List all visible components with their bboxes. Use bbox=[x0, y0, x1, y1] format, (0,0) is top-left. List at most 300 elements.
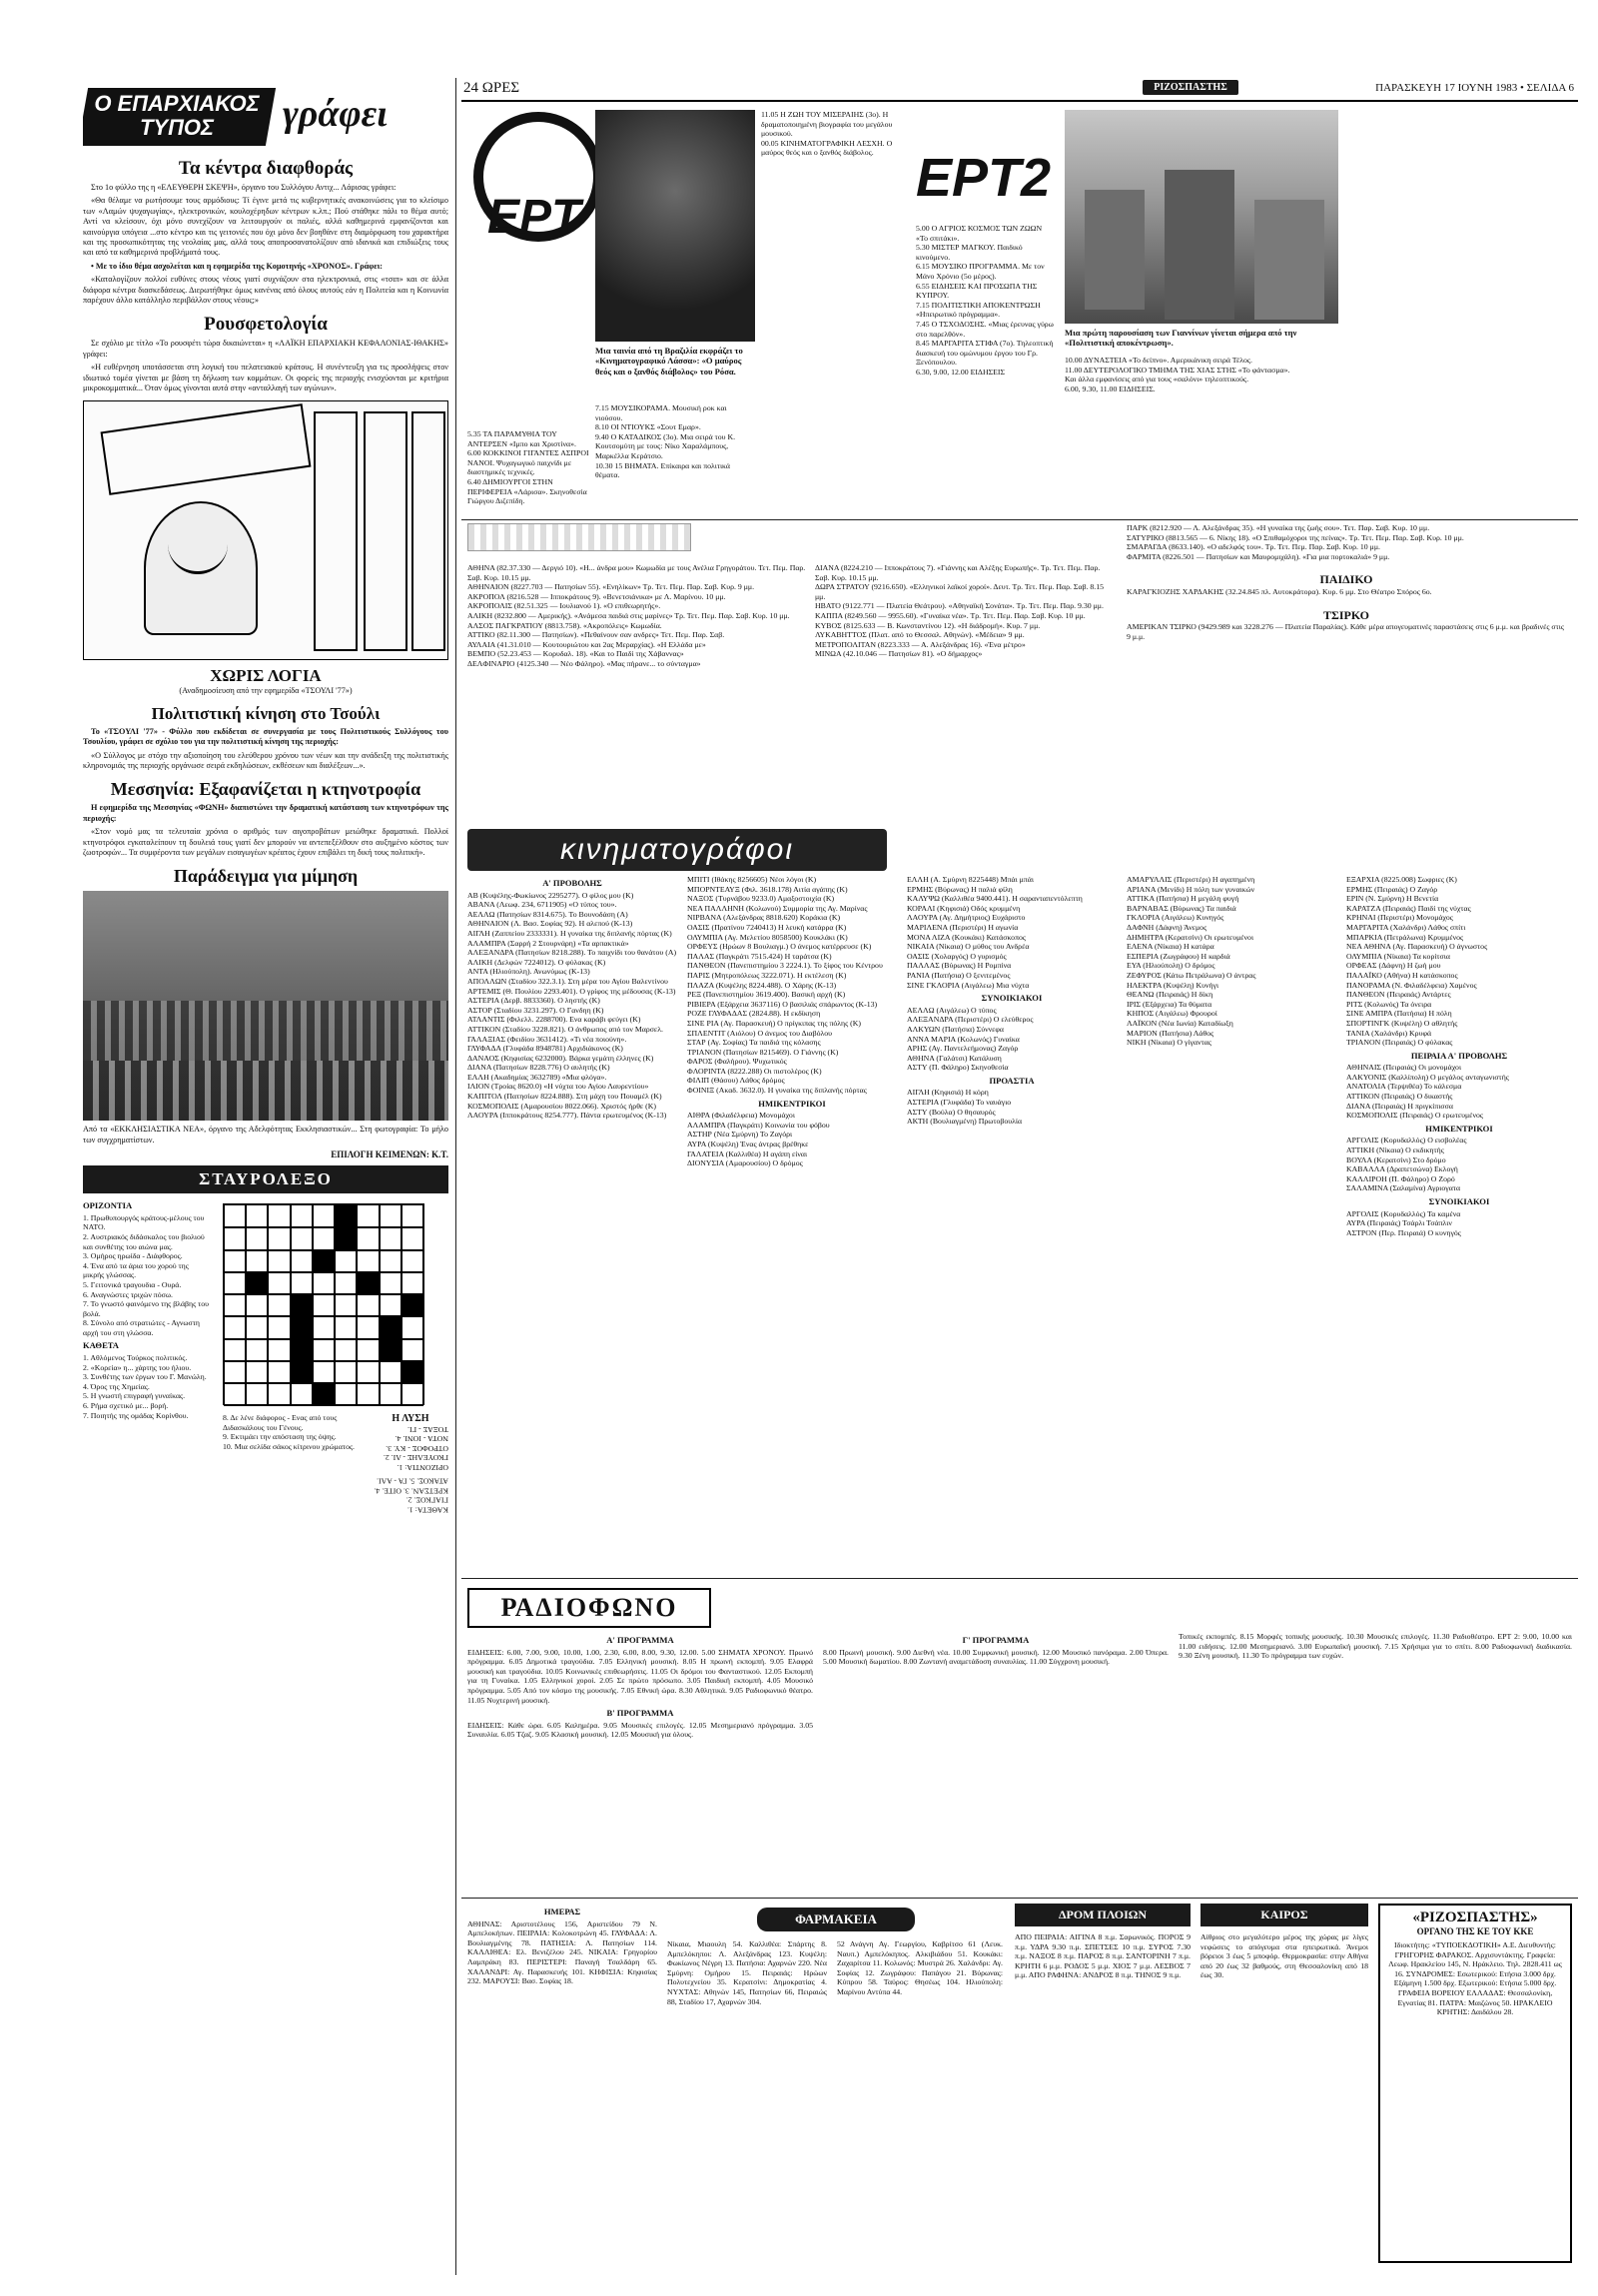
crossword-cell bbox=[401, 1271, 423, 1295]
listing-item: ΑΝΑΤΟΛΙΑ (Τερψιθέα) Το κάλεσμα bbox=[1346, 1082, 1462, 1092]
ert2-listing bbox=[916, 224, 1056, 378]
theatre-header-art bbox=[467, 523, 691, 551]
section-title: Α' ΠΡΟΓΡΑΜΜΑ bbox=[606, 1635, 674, 1645]
crossword-cell bbox=[246, 1338, 268, 1362]
listing-item: ΔΑΦΝΗ (Δάφνη) Άνεμος bbox=[1127, 922, 1207, 932]
listing-item: ΑΡΓΟΛΙΣ (Κορυδαλλός) Τα καμένα bbox=[1346, 1208, 1461, 1218]
crossword-cell bbox=[335, 1315, 357, 1339]
listing-item: ΜΠΟΡΝΤΕΑΥΞ (Φιλ. 3618.178) Αιτία αγάπης (Κ) bbox=[687, 884, 848, 894]
pharmacy-title: ΦΑΡΜΑΚΕΙΑ bbox=[757, 1908, 915, 1931]
ship-box bbox=[1015, 1904, 1191, 1980]
listing-item: ΖΕΦΥΡΟΣ (Κάτω Πετράλωνα) Ο άντρας bbox=[1127, 970, 1256, 980]
article-body bbox=[83, 727, 448, 772]
page-header bbox=[461, 78, 1578, 102]
ship-text: ΑΠΟ ΠΕΙΡΑΙΑ: ΑΙΓΙΝΑ 8 π.μ. Σαρωνικός. ΠΟΡΟΣ 9 π.μ. ΥΔΡΑ 9.30 π.μ. ΣΠΕΤΣΕΣ 10 π.μ. ΣΥΡΟΣ 7.30 π.μ. ΝΑΞΟΣ 8 π.μ. ΠΑΡΟΣ 8 π.μ. ΣΑΝΤΟΡΙΝΗ 7 π.μ. ΚΡΗΤΗ 6 μ.μ. ΡΟΔΟΣ 5 μ.μ. ΧΙΟΣ 7 μ.μ. ΛΕΣΒΟΣ 7 μ.μ. ΑΠΟ ΡΑΦΗΝΑ: ΑΝΔΡΟΣ 8 π.μ. ΤΗΝΟΣ 9 π.μ. bbox=[1015, 1932, 1191, 1980]
listing-item: ΒΑΡΝΑΒΑΣ (Βύρωνας) Τα παιδιά bbox=[1127, 903, 1236, 913]
listing-item: ΜΠΑΡΚΙΑ (Πετράλωνα) Κρυμμένος bbox=[1346, 932, 1464, 942]
listing-item: ΑΙΓΛΗ (Ζαππείου 2333331). Η γυναίκα της διπλανής πόρτας (Κ) bbox=[467, 928, 672, 938]
clue-item: 9. Εκτιμάει την απόσταση της όψης. bbox=[223, 1432, 337, 1442]
listing-item: 8.10 ΟΙ ΝΤΙΟΥΚΣ «Σουτ Εμαρ». bbox=[595, 422, 701, 432]
crossword-cell bbox=[224, 1360, 246, 1384]
listing-item: ΑΡΤΕΜΙΣ (Θ. Πουλίου 2293.401). Ο γρίφος της μέδουσας (Κ-13) bbox=[467, 986, 676, 996]
divider bbox=[461, 1898, 1578, 1899]
listing-item: 6.55 ΕΙΔΗΣΕΙΣ ΚΑΙ ΠΡΟΣΩΠΑ ΤΗΣ ΚΥΠΡΟΥ. bbox=[916, 281, 1038, 301]
listing-item: ΑΥΡΑ (Πειραιάς) Τσάρλι Τσάπλιν bbox=[1346, 1218, 1452, 1228]
theatre-list-1 bbox=[467, 563, 807, 669]
crossword-cell bbox=[313, 1338, 335, 1362]
listing-item: ΕΡΜΗΣ (Βύρωνας) Η παλιά φίλη bbox=[907, 884, 1013, 894]
listing-item: ΦΑΡΟΣ (Φαλήρου). Ψυχωτικός bbox=[687, 1057, 787, 1067]
listing-item: ΑΒ (Κυψέλης-Φωκίωνος 2295277). Ο φίλος μου (Κ) bbox=[467, 890, 634, 900]
listing-item: ΔΙΑΝΑ (8224.210 — Ιπποκράτους 7). «Γιάννης και Αλέξης Ευρωπής». Τρ. Τετ. Πεμ. Παρ. Σαβ. Κυρ. 10.15 μμ. bbox=[815, 563, 1101, 582]
listing-item: ΕΛΛΗ (Α. Σμύρνη 8225448) Μπάι μπάι bbox=[907, 875, 1034, 884]
listing-item: ΡΙΒΙΕΡΑ (Εξάρχεια 3637116) Ο βασιλιάς σπάρωντος (Κ-13) bbox=[687, 999, 878, 1009]
listing-item: ΣΙΝΕ ΓΚΛΟΡΙΑ (Αιγάλεω) Μια νύχτα bbox=[907, 980, 1030, 990]
crossword-cell bbox=[313, 1226, 335, 1250]
pharmacy-text: 52 Ανάγνη Αγ. Γεωργίου, Καβρίτσο 61 (Λευκ. Ναυπ.) Αμπελόκηπος. Αλκιβιάδου 51. Κουκάκι: Ζαχαρίτσα 11. Κολωνός: Μυστρά 26. Χαλάνδρι: Αγ. Σοφίας 12. Ζωγράφου: Παπάγου 21. Βύρωνας: Κύπρου 58. Ταύρος: Θησέως 104. Ηλιούπολη: Μαρίνου Αντύπα 44. bbox=[837, 1939, 1003, 1996]
listing-item: ΑΛΕΞΑΝΔΡΑ (Περιστέρι) Ο ελεύθερος bbox=[907, 1015, 1034, 1025]
listing-item: 6.15 ΜΟΥΣΙΚΟ ΠΡΟΓΡΑΜΜΑ. Με τον Μάνο Χρόνιο (5ο μέρος). bbox=[916, 262, 1045, 281]
listing-item: ΕΞΑΡΧΙΑ (8225.008) Σωφριες (Κ) bbox=[1346, 875, 1457, 884]
listing-item: ΚΥΒΟΣ (8125.633 — Β. Κωνσταντίνου 12). «Η διάδρομή». Κυρ. 7 μμ. bbox=[815, 620, 1041, 630]
listing-item: ΕΡΙΝ (Ν. Σμύρνη) Η Βενετία bbox=[1346, 894, 1439, 904]
listing-item: 10.00 ΔΥΝΑΣΤΕΙΑ «Το δείπνο». Αμερικάνικη σειρά Τέλος. bbox=[1065, 356, 1252, 365]
divider bbox=[461, 519, 1578, 520]
pharmacy-text: Νίκαια, Μιαουλη 54. Καλλιθέα: Σπάρτης 8. Αμπελόκηποι: Λ. Αλεξάνδρας 123. Κυψέλη: Φωκίωνος Νέγρη 13. Πατήσια: Αχαρνών 220. Νέα Σμύρνη: Ομήρου 15. Πειραιάς: Ηρώων Πολυτεχνείου 35. Κερατσίνι: Δημοκρατίας 4. ΝΥΧΤΑΣ: Αθηνών 145, Πατησίων 66, Πειραιώς 88, Σταδίου 17, Αχαρνών 304. bbox=[667, 1939, 827, 2006]
listing-item: ΑΝΝΑ ΜΑΡΙΑ (Κολωνός) Γυναίκα bbox=[907, 1034, 1020, 1044]
crossword-cell bbox=[313, 1293, 335, 1317]
listing-item: ΚΑΡΑΓΚΙΟΖΗΣ ΧΑΡΔΑΚΗΣ (32.24.845 πλ. Αυτοκράτορα). Κυρ. 6 μμ. Στο Θέατρο Σπόρος 6ο. bbox=[1127, 586, 1432, 596]
crossword-cell bbox=[357, 1315, 379, 1339]
listing-item: ΕΛΛΗ (Ακαδημίας 3632789) «Μια φλόγα». bbox=[467, 1072, 607, 1082]
crossword-cell bbox=[268, 1315, 290, 1339]
listing-item: 6.00 ΚΟΚΚΙΝΟΙ ΓΙΓΑΝΤΕΣ ΑΣΠΡΟΙ ΝΑΝΟΙ. Ψυχαγωγικό παιχνίδι με διαστημικές τεχνικές. bbox=[467, 448, 589, 477]
listing-item: ΜΑΡΙΟΝ (Πατήσια) Λάθος bbox=[1127, 1028, 1214, 1038]
listing-item: 7.15 ΜΟΥΣΙΚΟΡΑΜΑ. Μουσική ροκ και νιούσου. bbox=[595, 403, 727, 422]
article-title: Παράδειγμα για μίμηση bbox=[173, 866, 359, 887]
tv-section bbox=[461, 104, 1578, 513]
crossword-cell bbox=[380, 1315, 401, 1339]
listing-item: ΟΛΥΜΠΙΑ (Νίκαια) Τα κορίτσια bbox=[1346, 951, 1450, 961]
clues-label: ΟΡΙΖΟΝΤΙΑ bbox=[83, 1200, 133, 1211]
weather-title: ΚΑΙΡΟΣ bbox=[1200, 1904, 1368, 1926]
listing-item: ΔΙΑΝΑ (Πειραιάς) Η πριγκίπισσα bbox=[1346, 1101, 1453, 1111]
cartoon bbox=[83, 400, 448, 660]
section-title: ΗΜΙΚΕΝΤΡΙΚΟΙ bbox=[1425, 1123, 1493, 1134]
article-title: Τα κέντρα διαφθοράς bbox=[178, 158, 354, 179]
listing-item: ΑΤΤΙΚΟΝ (Πειραιάς) Ο δικαστής bbox=[1346, 1092, 1453, 1102]
paragraph: Στο 1ο φύλλο της η «ΕΛΕΥΘΕΡΗ ΣΚΕΨΗ», όργανο του Συλλόγου Αντιχ... Λάρισας γράφει: bbox=[91, 183, 397, 192]
paragraph: «Η ευθέρνηση υποτάσσεται στη λογική του πελατειακού κράτους. Η συνέντευξη για τις προσλήψεις στον ιδιωτικό τομέα γίνεται με βάση τη δήλωση των κομμάτων. Οι φορείς της περιοχής ενισχύονται με κριτήρια μικροκομματικά... Όταν όμως γίνονται αυτά στην «ανταλλαγή των αγώνων». bbox=[83, 363, 448, 393]
listing-item: ΓΑΛΑΞΙΑΣ (Φειδίου 3631412). «Τι νέα ποιούνη». bbox=[467, 1034, 627, 1044]
listing-item: ΡΑΝΙΑ (Πατήσια) Ο ξενιτεμένος bbox=[907, 970, 1011, 980]
listing-item: ΠΑΛΑΣ (Παγκράτι 7515.424) Η ταράτσα (Κ) bbox=[687, 951, 832, 961]
crossword-grid bbox=[223, 1203, 424, 1405]
listing-item: ΑΛΕΞΑΝΔΡΑ (Πατησίων 8218.288). Το παιχνίδι του θανάτου (Α) bbox=[467, 948, 677, 958]
listing-item: ΕΣΠΕΡΙΑ (Ζωγράφου) Η καρδιά bbox=[1127, 951, 1230, 961]
listing-item: ΑΥΛΑΙΑ (41.31.010 — Κουτουριώτου και 2ας Μεραρχίας). «Η Ελλάδα με» bbox=[467, 639, 706, 649]
listing-item: ΜΑΡΓΑΡΙΤΑ (Χαλάνδρι) Λάθος σπίτι bbox=[1346, 922, 1466, 932]
listing-item: ΦΛΟΡΙΝΤΑ (8222.288) Οι πιστολέρος (Κ) bbox=[687, 1066, 822, 1076]
crossword-cell bbox=[246, 1315, 268, 1339]
article-title: Πολιτιστική κίνηση στο Τσούλι bbox=[151, 703, 381, 723]
crossword-cell bbox=[401, 1249, 423, 1273]
listing-item: ΚΑΛΛΙΡΟΗ (Π. Φάληρο) Ο Ζορό bbox=[1346, 1173, 1455, 1183]
ship-title: ΔΡΟΜ ΠΛΟΙΩΝ bbox=[1015, 1904, 1191, 1926]
crossword-cell bbox=[313, 1382, 335, 1406]
clue-item: 2. «Κορεία» η... χάρτης του ήλιου. bbox=[83, 1362, 192, 1372]
crossword-cell bbox=[401, 1226, 423, 1250]
crossword-cell bbox=[313, 1315, 335, 1339]
clue-item: 7. Το γνωστό φαινόμενο της βλάβης του βολά. bbox=[83, 1299, 210, 1318]
listing-item: ΚΟΣΜΟΠΟΛΙΣ (Πειραιάς) Ο ερωτευμένος bbox=[1346, 1111, 1483, 1121]
listing-item: ΑΛΙΚΗ (8232.800 — Αμερικής). «Ανάμεσα παιδιά στις μαρίνες» Τρ. Τετ. Πεμ. Παρ. Σαβ. Κυρ. 10 μμ. bbox=[467, 610, 790, 620]
section-title: ΠΕΙΡΑΙΑ Α' ΠΡΟΒΟΛΗΣ bbox=[1410, 1050, 1508, 1061]
crossword-cell bbox=[357, 1204, 379, 1228]
listing-item: ΔΙΟΝΥΣΙΑ (Αμαρουσίου) Ο δρόμος bbox=[687, 1158, 803, 1168]
clue-item: 6. Ρήμα σχετικό με... βορή. bbox=[83, 1401, 169, 1411]
crossword-cell bbox=[268, 1271, 290, 1295]
weather-text: Αίθριος στο μεγαλύτερο μέρος της χώρας με λίγες νεφώσεις το απόγευμα στα ηπειρωτικά. Άνεμοι βόρειοι 3 έως 5 μποφόρ. Θερμοκρασία: στην Αθήνα από 20 έως 32 βαθμούς, στη Θεσσαλονίκη από 18 έως 30. bbox=[1200, 1932, 1368, 1980]
paragraph: Το «ΤΣΟΥΛΙ '77» - Φύλλο που εκδίδεται σε συνεργασία με τους Πολιτιστικούς Συλλόγους του Τσουλίου, γράφει σε σχόλιο του για την πολιτιστική κίνηση της περιοχής: bbox=[83, 726, 448, 747]
listing-item: ΕΡΜΗΣ (Πειραιάς) Ο Ζαγόρ bbox=[1346, 884, 1438, 894]
listing-item: ΑΙΘΡΑ (Φιλαδέλφεια) Μονομάχοι bbox=[687, 1111, 795, 1121]
listing-item: ΣΜΑΡΑΓΔΑ (8633.140). «Ο αδελφός του». Τρ. Τετ. Πεμ. Παρ. Σαβ. Κυρ. 10 μμ. bbox=[1127, 542, 1380, 552]
crossword-cell bbox=[268, 1226, 290, 1250]
crossword-cell bbox=[246, 1382, 268, 1406]
listing-item: ΔΙΑΝΑ (Πατησίων 8228.776) Ο αυλητής (Κ) bbox=[467, 1063, 610, 1073]
paragraph: «Καταλογίζουν πολλοί ευθύνες στους νέους γιατί συχνάζουν στα ηλεκτρονικά, στις «τσιπ» και σε άλλα διάφορα κέντρα διασκεδάσεως. Διερωτήθηκε όμως κανένας από όλους αυτούς εάν η Πολιτεία και η Κοινωνία παρέχουν άλλο κατάλληλο περιβάλλον στους νέους;» bbox=[83, 275, 448, 306]
crossword-cell bbox=[268, 1293, 290, 1317]
listing-item: ΣΤΑΡ (Αγ. Σοφίας) Τα παιδιά της κόλασης bbox=[687, 1038, 821, 1048]
crossword-cell bbox=[268, 1360, 290, 1384]
listing-item: ΑΡΓΟΛΙΣ (Κορυδαλλός) Ο εισβολέας bbox=[1346, 1136, 1467, 1146]
listing-item: 11.00 ΔΕΥΤΕΡΟΛΟΓΙΚΟ ΤΜΗΜΑ ΤΗΣ ΧΙΑΣ ΣΤΗΣ «Το φάντασμα». bbox=[1065, 365, 1290, 375]
crossword-cell bbox=[357, 1360, 379, 1384]
cartoon-caption: (Αναδημοσίευση από την εφημερίδα «ΤΣΟΥΛΙ '77») bbox=[179, 685, 353, 695]
clue-item: 10. Μια σελίδα σάκος κίτρινου χρώματος. bbox=[223, 1441, 356, 1451]
paragraph: «Στον νομό μας τα τελευταία χρόνια ο αριθμός των αιγοπροβάτων μειώθηκε δραματικά. Πολλοί κτηνοτρόφοι εγκαταλείπουν τη δουλειά τους γιατί δεν μπορούν να αντεπεξέλθουν στο αυξημένο κόστος των ζωοτροφών... Τα συμφέροντα των μεγάλων εισαγωγέων κρέατος έχουν επιβάλει τη δική τους πολιτική». bbox=[83, 827, 448, 857]
listing-item: ΜΙΝΩΑ (42.10.046 — Πατησίων 81). «Ο δήμαρχος» bbox=[815, 649, 983, 659]
clue-item: 1. Αθλόμενος Τούρκος πολιτικός. bbox=[83, 1353, 188, 1363]
listing-item: ΑΤΤΙΚΑ (Πατήσια) Η μεγάλη φυγή bbox=[1127, 894, 1239, 904]
clues-across bbox=[83, 1197, 211, 1420]
crossword-cell bbox=[224, 1338, 246, 1362]
crossword-cell bbox=[268, 1382, 290, 1406]
crossword-cell bbox=[401, 1204, 423, 1228]
listing-item: ΠΑΡΙΣ (Μητροπόλεως 3222.071). Η εκτέλεση (Κ) bbox=[687, 970, 847, 980]
article-title: Ρουσφετολογία bbox=[204, 314, 328, 336]
article-body bbox=[83, 339, 448, 393]
listing-item: ΑΘΗΝΑΙΟΝ (Λ. Βασ. Σοφίας 92). Η αλεπού (Κ-13) bbox=[467, 919, 633, 929]
crossword-cell bbox=[357, 1226, 379, 1250]
crossword-cell bbox=[246, 1293, 268, 1317]
listing-item: ΑΣΤΥ (Π. Φάληρο) Σκηνοθεσία bbox=[907, 1063, 1009, 1073]
listing-item: ΚΑΠΙΤΟΛ (Πατησίων 8224.888). Στη μάχη του Πουαμέλ (Κ) bbox=[467, 1092, 662, 1102]
crossword bbox=[83, 1193, 448, 1663]
listing-item: ΤΡΙΑΝΟΝ (Πατησίων 8215469). Ο Γιάννης (Κ) bbox=[687, 1047, 839, 1057]
crossword-cell bbox=[291, 1226, 313, 1250]
listing-item: ΠΛΑΖΑ (Κυψέλης 8224.488). Ο Χάρης (Κ-13) bbox=[687, 980, 837, 990]
crossword-cell bbox=[291, 1249, 313, 1273]
theatre-list-2 bbox=[815, 563, 1115, 659]
crossword-cell bbox=[357, 1293, 379, 1317]
crossword-cell bbox=[380, 1382, 401, 1406]
listing-item: ΑΣΤΟΡ (Σταδίου 3231.297). Ο Γανδηη (Κ) bbox=[467, 1005, 604, 1015]
listing-item: ΑΠΟΛΛΩΝ (Σταδίου 322.3.1). Στη μέρα του Αγίου Βαλεντίνου bbox=[467, 976, 668, 986]
listing-item: ΑΣΤΥ (Βούλα) Ο θησαυρός bbox=[907, 1107, 996, 1117]
crossword-cell bbox=[401, 1360, 423, 1384]
listing-item: ΑΛΚΥΟΝΙΣ (Καλλίπολη) Ο μεγάλος ανταγωνιστής bbox=[1346, 1072, 1509, 1082]
crossword-cell bbox=[224, 1271, 246, 1295]
clue-item: 5. Η γνωστή επιγραφή γυναίκας. bbox=[83, 1391, 186, 1401]
ert1-listing bbox=[467, 429, 589, 506]
listing-item: ΒΕΜΠΟ (52.23.453 — Κορυδαλ. 18). «Και το Παιδί της Χάβαννας» bbox=[467, 649, 684, 659]
listing-item: ΣΙΝΕ ΑΜΠΡΑ (Πατήσια) Η πόλη bbox=[1346, 1009, 1452, 1019]
listing-item: 5.30 ΜΙΣΤΕΡ ΜΑΓΚΟΥ. Παιδικό κινούμενο. bbox=[916, 243, 1023, 262]
listing-item: 11.05 Η ΖΩΗ ΤΟΥ ΜΙΣΕΡΑΙΗΣ (3ο). Η δραματοποιημένη βιογραφία του μεγάλου μουσικού. bbox=[761, 110, 893, 139]
program-text: 8.00 Πρωινή μουσική. 9.00 Διεθνή νέα. 10.00 Συμφωνική μουσική. 12.00 Μουσικό πανόραμα. 2.00 Όπερα. 5.00 Μουσική δωματίου. 8.00 Ζωντανή αναμετάδοση συναυλίας. 11.00 Σύγχρονη μουσική. bbox=[823, 1647, 1169, 1667]
listing-item: ΚΑΒΑΛΛΑ (Δραπετσώνα) Εκλογή bbox=[1346, 1164, 1458, 1174]
rubric-title: Ο ΕΠΑΡΧΙΑΚΟΣ ΤΥΠΟΣ bbox=[94, 91, 260, 140]
listing-item: ΡΟΖΕ ΓΛΥΦΑΔΑΣ (2824.88). Η εκδίκηση bbox=[687, 1009, 821, 1019]
solution-down: ΚΑΘΕΤΑ: 1. ΓΙΑΓΚΟΣ. 2. ΚΡΕΤΣΑΝ. 3. ΟΙΤΕ. 4. ΑΤΑΚΟΣ. 5. ΓΑ - ΑΛΙ. bbox=[374, 1476, 448, 1515]
listing-item: ΝΕΑ ΠΑΛΛΗΝΗ (Κολωνού) Συμμορία της Αγ. Μαρίνας bbox=[687, 903, 868, 913]
theatre-list-3 bbox=[1127, 523, 1566, 641]
listing-item: ΛΑΟΥΡΑ (Αγ. Δημήτριος) Ευχάριστο bbox=[907, 913, 1026, 923]
crossword-cell bbox=[335, 1360, 357, 1384]
listing-item: ΑΕΛΛΩ (Πατησίων 8314.675). Το Βουνοδάση (Α) bbox=[467, 909, 628, 919]
listing-item: ΑΛΣΟΣ ΠΑΓΚΡΑΤΙΟΥ (8813.758). «Ακροπόλεις» Κωμωδία. bbox=[467, 620, 662, 630]
pharmacy-box bbox=[667, 1904, 1005, 2006]
listing-item: ΟΡΦΕΥΣ (Ηρώων 8 Βουλιαγμ.) Ο άνεμος κατέρρευσε (Κ) bbox=[687, 942, 872, 952]
listing-item: ΕΥΑ (Ηλιούπολη) Ο δρόμος bbox=[1127, 961, 1215, 971]
duty-text: ΑΘΗΝΑΣ: Αριστοτέλους 156, Αριστείδου 79 Ν. Αμπελοκήπων. ΠΕΙΡΑΙΑ: Κολοκοτρώνη 45. ΓΛΥΦΑΔΑ: Λ. Βουλιαγμένης 78. ΠΑΤΗΣΙΑ: Λ. Πατησίων 114. ΚΑΛΛΙΘΕΑ: Ελ. Βενιζέλου 245. ΝΙΚΑΙΑ: Γρηγορίου Λαμπράκη 83. ΠΕΡΙΣΤΕΡΙ: Παναγή Τσαλδάρη 65. ΧΑΛΑΝΔΡΙ: Αγ. Παρασκευής 101. ΚΗΦΙΣΙΑ: Κηφισίας 232. ΜΑΡΟΥΣΙ: Βασ. Σοφίας 18. bbox=[467, 1918, 657, 1986]
crossword-cell bbox=[380, 1293, 401, 1317]
paragraph: «Ο Σύλλογος με στόχο την αξιοποίηση του ελεύθερου χρόνου των νέων και την ανάδειξη της πολιτιστικής κληρονομιάς της περιοχής οργάνωσε σειρά εκδηλώσεων, εκθέσεων και διαλέξεων...». bbox=[83, 750, 448, 770]
listing-item: ΓΑΛΑΤΕΙΑ (Καλλιθέα) Η αγάπη είναι bbox=[687, 1148, 808, 1158]
article-body bbox=[83, 803, 448, 858]
listing-item: ΑΡΙΑΝΑ (Μενίδι) Η πόλη των γυναικών bbox=[1127, 884, 1255, 894]
listing-item: ΑΕΛΛΩ (Αιγάλεω) Ο τύπος bbox=[907, 1005, 997, 1015]
listing-item: ΝΙΚΗ (Νίκαια) Ο γίγαντας bbox=[1127, 1038, 1211, 1048]
listing-item: ΑΣΤΕΡΙΑ (Δερβ. 8833360). Ο ληστής (Κ) bbox=[467, 996, 600, 1006]
cinema-col-2 bbox=[687, 875, 897, 1168]
program-text: ΕΙΔΗΣΕΙΣ: Κάθε ώρα. 6.05 Καλημέρα. 9.05 Μουσικές επιλογές. 12.05 Μεσημεριανό πρόγραμμα. 3.05 Συναυλία. 6.05 Τζαζ. 9.05 Κλασική μουσική. 12.05 Μουσική για όλους. bbox=[467, 1720, 813, 1740]
section-title: ΣΥΝΟΙΚΙΑΚΟΙ bbox=[981, 993, 1043, 1004]
listing-item: ΙΡΙΣ (Εξάρχεια) Τα θύματα bbox=[1127, 999, 1212, 1009]
divider bbox=[455, 78, 456, 2275]
listing-item: ΑΛΑΜΠΡΑ (Σαρρή 2 Στουρνάρη) «Τα αρπακτικά» bbox=[467, 938, 629, 948]
divider bbox=[461, 1578, 1578, 1579]
listing-item: 7.45 Ο ΤΣΧΟΔΟΣΗΣ. «Μιας έρευνας γύρω στο παρελθόν». bbox=[916, 319, 1054, 339]
bottom-section bbox=[461, 1904, 1578, 2273]
paragraph: Σε σχόλιο με τίτλο «Το ρουσφέτι τώρα δικαιώνεται» η «ΛΑΪΚΗ ΕΠΑΡΧΙΑΚΗ ΚΕΦΑΛΟΝΙΑΣ-ΙΘΑΚΗΣ» γράφει: bbox=[83, 339, 448, 359]
city-photo bbox=[1065, 110, 1338, 324]
crossword-cell bbox=[313, 1360, 335, 1384]
crossword-cell bbox=[246, 1249, 268, 1273]
listing-item: ΣΑΛΑΜΙΝΑ (Σαλαμίνα) Αγριογατα bbox=[1346, 1183, 1461, 1193]
radio-prog1 bbox=[467, 1632, 813, 1740]
listing-item: ΣΠΟΡΤΙΝΓΚ (Κυψέλη) Ο αθλητής bbox=[1346, 1018, 1458, 1028]
crossword-cell bbox=[291, 1315, 313, 1339]
listing-item: ΑΣΤΗΡ (Νέα Σμύρνη) Το Ζαγόρι bbox=[687, 1130, 793, 1140]
listing-item: ΓΛΥΦΑΔΑ (Γλυφάδα 8948781) Αρχιδιάκονος (Κ) bbox=[467, 1044, 623, 1054]
masthead-box-title: «ΡΙΖΟΣΠΑΣΤΗΣ» bbox=[1412, 1910, 1538, 1925]
crossword-cell bbox=[401, 1315, 423, 1339]
section-title: ΗΜΕΡΑΣ bbox=[543, 1907, 581, 1916]
solution-box bbox=[373, 1413, 448, 1653]
listing-item: ΗΛΕΚΤΡΑ (Κυψέλη) Κυνήγι bbox=[1127, 980, 1219, 990]
clue-item: 3. Ομήρος ηρωίδα - Διάφθορος. bbox=[83, 1251, 183, 1261]
crossword-cell bbox=[380, 1226, 401, 1250]
listing-item: ΑΘΗΝΑ (82.37.330 — Δεργιό 10). «Η... άνδρα μου» Κωμωδία με τους Ανέλια Γρηγοράτου. Τετ. Πεμ. Παρ. Σαβ. Κυρ. 10.15 μμ. bbox=[467, 563, 806, 582]
ert2-listing-b bbox=[1065, 356, 1338, 393]
listing-item: ΟΡΦΕΑΣ (Δάφνη) Η ζωή μου bbox=[1346, 961, 1441, 971]
section-title: Α' ΠΡΟΒΟΛΗΣ bbox=[542, 878, 602, 888]
radio-banner bbox=[467, 1588, 711, 1628]
listing-item: ΣΙΝΕ ΡΙΑ (Αγ. Παρασκευή) Ο πρίγκιπας της πόλης (Κ) bbox=[687, 1018, 861, 1028]
radio-prog3 bbox=[823, 1632, 1169, 1667]
signature: ΕΠΙΛΟΓΗ ΚΕΙΜΕΝΩΝ: Κ.Τ. bbox=[331, 1149, 448, 1160]
listing-item: 8.45 ΜΑΡΓΑΡΙΤΑ ΣΤΙΦΑ (7ο). Τηλεοπτική διασκευή του ομώνυμου έργου του Γρ. Ξενόπουλου. bbox=[916, 339, 1054, 368]
listing-item: ΤΡΙΑΝΟΝ (Πειραιάς) Ο φύλακας bbox=[1346, 1038, 1453, 1048]
listing-item: ΑΤΤΙΚΟΝ (Σταδίου 3228.821). Ο άνθρωπος από τον Μαρσελ. bbox=[467, 1024, 663, 1034]
section-title: ΠΑΙΔΙΚΟ bbox=[1319, 572, 1373, 587]
listing-item: ΕΛΕΝΑ (Νίκαια) Η κατάρα bbox=[1127, 942, 1214, 952]
listing-item: 5.00 Ο ΑΓΡΙΟΣ ΚΟΣΜΟΣ ΤΩΝ ΖΩΩΝ «Το σπιτάκι». bbox=[916, 224, 1043, 243]
clue-item: 5. Γειτονικά τραγουδια - Ουρά. bbox=[83, 1279, 182, 1289]
listing-item: ΑΛΑΜΠΡΑ (Παγκράτι) Κοινωνία του φόβου bbox=[687, 1120, 830, 1130]
listing-item: ΦΟΙΝΙΞ (Ακαδ. 3632.0). Η γυναίκα της διπλανής πόρτας bbox=[687, 1086, 867, 1096]
listing-item: ΤΑΝΙΑ (Χαλάνδρι) Κρυφά bbox=[1346, 1028, 1432, 1038]
section-title: ΗΜΙΚΕΝΤΡΙΚΟΙ bbox=[758, 1098, 826, 1109]
ert-logo-text: ΕΡΤ bbox=[487, 191, 581, 244]
clues-extra bbox=[223, 1413, 363, 1451]
crossword-cell bbox=[380, 1271, 401, 1295]
ert2-logo: ΕΡΤ2 bbox=[916, 148, 1052, 208]
film-photo bbox=[595, 110, 755, 342]
clue-item: 4. Ένα από τα άρια του χορού της μικρής γλώσσας. bbox=[83, 1260, 189, 1280]
clues-label: ΚΑΘΕΤΑ bbox=[83, 1340, 119, 1351]
listing-item: ΑΘΗΝΑΙΣ (Πειραιάς) Οι μονομάχοι bbox=[1346, 1063, 1462, 1073]
crossword-cell bbox=[357, 1249, 379, 1273]
listing-item: ΡΙΤΣ (Κολωνός) Τα όνειρα bbox=[1346, 999, 1432, 1009]
masthead: ΡΙΖΟΣΠΑΣΤΗΣ bbox=[1143, 80, 1238, 95]
crossword-cell bbox=[401, 1382, 423, 1406]
listing-item: ΑΚΡΟΠΟΛΙΣ (82.51.325 — Ιουλιανού 1). «Ο επιθεωρητής». bbox=[467, 601, 661, 611]
group-photo bbox=[83, 891, 448, 1121]
listing-item: ΑΜΑΡΥΛΛΙΣ (Περιστέρι) Η αγαπημένη bbox=[1127, 875, 1255, 884]
listing-item: ΝΙΚΑΙΑ (Νίκαια) Ο μύθος του Ανδρέα bbox=[907, 942, 1030, 952]
duty-box bbox=[467, 1904, 657, 1986]
crossword-cell bbox=[335, 1249, 357, 1273]
crossword-cell bbox=[268, 1338, 290, 1362]
listing-item: ΚΑΠΠΑ (8249.560 — 9955.60). «Γυναίκα νέα». Τρ. Τετ. Πεμ. Παρ. Σαβ. Κυρ. 10 μμ. bbox=[815, 610, 1086, 620]
listing-item: ΠΑΡΚ (8212.920 — Λ. Αλεξάνδρας 35). «Η γυναίκα της ζωής σου». Τετ. Παρ. Σαβ. Κυρ. 10 μμ. bbox=[1127, 523, 1430, 532]
listing-item: ΠΑΝΘΕΟΝ (Πειραιάς) Αντάρτες bbox=[1346, 990, 1451, 1000]
listing-item: 9.40 Ο ΚΑΤΑΔΙΚΟΣ (3ο). Μια σειρά του Κ. Κουτσομύτη με τους: Νίκο Χαραλάμπους, Μαρκέλλα Κεράτσιο. bbox=[595, 431, 736, 460]
cinema-col-1 bbox=[467, 875, 677, 1121]
crossword-cell bbox=[246, 1226, 268, 1250]
crossword-cell bbox=[335, 1338, 357, 1362]
clue-item: 1. Πρωθυπουργός κράτους-μέλους του ΝΑΤΟ. bbox=[83, 1212, 205, 1232]
listing-item: ΙΛΙΟΝ (Τροίας 8620.0) «Η νύχτα του Αγίου Λαυρεντίου» bbox=[467, 1082, 649, 1092]
listing-item: ΠΑΛΑΪΚΟ (Αθήνα) Η κατάσκοπος bbox=[1346, 970, 1458, 980]
page-date: ΠΑΡΑΣΚΕΥΗ 17 ΙΟΥΝΗ 1983 • ΣΕΛΙΔΑ 6 bbox=[1375, 82, 1574, 94]
rubric-subtitle: γράφει bbox=[283, 93, 388, 135]
listing-item: ΑΛΚΥΩΝ (Πατήσια) Σύννεφα bbox=[907, 1024, 1004, 1034]
listing-item: ΡΕΞ (Πανεπιστημίου 3619.400). Βασική αρχή (Κ) bbox=[687, 990, 846, 1000]
listing-item: ΜΑΡΙΛΕΝΑ (Περιστέρι) Η αγωνία bbox=[907, 922, 1019, 932]
page-label: 24 ΩΡΕΣ bbox=[463, 80, 520, 96]
listing-item: ΦΑΡΜΙΤΑ (8226.501 — Πατησίων και Μαυρομιχάλη). «Για μια πορτοκαλιά» 9 μμ. bbox=[1127, 551, 1390, 561]
crossword-cell bbox=[335, 1382, 357, 1406]
crossword-cell bbox=[380, 1360, 401, 1384]
crossword-cell bbox=[401, 1338, 423, 1362]
crossword-cell bbox=[313, 1271, 335, 1295]
listing-item: ΚΟΡΑΛΙ (Κηφισιά) Οδός κρυμμένη bbox=[907, 903, 1021, 913]
listing-item: ΑΚΤΗ (Βουλιαγμένη) Πρωτοβουλία bbox=[907, 1117, 1023, 1127]
radio-banner-text: ΡΑΔΙΟΦΩΝΟ bbox=[500, 1593, 678, 1622]
crossword-cell bbox=[224, 1204, 246, 1228]
paragraph: • Με το ίδιο θέμα ασχολείται και η εφημερίδα της Κομοτηνής «ΧΡΟΝΟΣ». Γράφει: bbox=[91, 261, 384, 271]
article-body bbox=[83, 183, 448, 306]
listing-item: ΛΑΪΚΟΝ (Νέα Ιωνία) Καταδίωξη bbox=[1127, 1018, 1233, 1028]
crossword-cell bbox=[224, 1382, 246, 1406]
clue-item: 4. Όρος της Χημείας. bbox=[83, 1381, 150, 1391]
section-title: ΠΡΟΑΣΤΙΑ bbox=[989, 1075, 1035, 1086]
crossword-cell bbox=[291, 1338, 313, 1362]
listing-item: ΑΡΗΣ (Αγ. Παντελεήμονας) Ζαγόρ bbox=[907, 1044, 1019, 1054]
listing-item: ΟΛΥΜΠΙΑ (Αγ. Μελετίου 8058500) Κουκλάκι (Κ) bbox=[687, 932, 848, 942]
ert1-listing-b bbox=[595, 403, 755, 480]
listing-item: ΑΤΤΙΚΟ (82.11.300 — Πατησίων). «Πεθαίνουν σαν ανδρες» Τετ. Πεμ. Παρ. Σαβ. bbox=[467, 630, 725, 640]
listing-item: ΑΥΡΑ (Κυψέλη) Ένας άντρας βρέθηκε bbox=[687, 1140, 809, 1149]
masthead-box-subtitle: ΟΡΓΑΝΟ ΤΗΣ ΚΕ ΤΟΥ ΚΚΕ bbox=[1416, 1926, 1534, 1936]
listing-item: ΦΙΛΙΠ (Θάσου) Λάθος δρόμος bbox=[687, 1076, 785, 1086]
cinema-banner bbox=[467, 829, 887, 871]
listing-item: ΔΩΡΑ ΣΤΡΑΤΟΥ (9216.650). «Ελληνικοί λαϊκοί χοροί». Δευτ. Τρ. Τετ. Πεμ. Παρ. Σαβ. 8.15 μμ. bbox=[815, 582, 1105, 601]
listing-item: ΣΑΤΥΡΙΚΟ (8813.565 — 6. Νίκης 18). «Ο Σπιθαμόχοροι της πείνας». Τρ. Τετ. Πεμ. Παρ. Σαβ. Κυρ. 10 μμ. bbox=[1127, 532, 1464, 542]
listing-item: ΚΑΛΥΨΩ (Καλλιθέα 9400.441). Η σαρανταπεντόλεπτη bbox=[907, 894, 1083, 904]
ert1-listing-c bbox=[761, 110, 907, 158]
crossword-cell bbox=[291, 1293, 313, 1317]
listing-item: 7.15 ΠΟΛΙΤΙΣΤΙΚΗ ΑΠΟΚΕΝΤΡΩΣΗ «Ηπειρωτικό πρόγραμμα». bbox=[916, 300, 1041, 320]
crossword-cell bbox=[335, 1226, 357, 1250]
cartoon-title: ΧΩΡΙΣ ΛΟΓΙΑ bbox=[210, 665, 322, 685]
listing-item: ΟΑΣΙΣ (Πρατίνου 7240413) Η λευκή κατάρρα (Κ) bbox=[687, 922, 847, 932]
listing-item: ΑΝΤΑ (Ηλιούπολη). Ανωνύμως (Κ-13) bbox=[467, 967, 590, 977]
clue-item: 3. Συνθέτης των έργων του Γ. Μανώλη. bbox=[83, 1372, 207, 1382]
crossword-cell bbox=[291, 1382, 313, 1406]
program-text: Τοπικές εκπομπές. 8.15 Μορφές τοπικής μουσικής. 10.30 Μουσικές επιλογές. 11.30 Ραδιοθέατρο. ΕΡΤ 2: 9.00, 10.00 και 11.00 ειδήσεις. 12.00 Μεσημεριανό. 3.00 Ευρωπαϊκή μουσική. 7.15 Χρήσιμα για το σπίτι. 8.00 Ραδιοφωνική διαδικασία. 9.30 Ξένη μουσική. 11.30 Το πρόγραμμα των ευχών. bbox=[1179, 1632, 1572, 1661]
listing-item: ΜΠΙΤΙ (Ιθάκης 8256605) Νέοι λόγοι (Κ) bbox=[687, 875, 817, 884]
crossword-cell bbox=[291, 1360, 313, 1384]
listing-item: ΑΒΑΝΑ (Λεωφ. 234, 6711905) «Ο τύπος του». bbox=[467, 900, 617, 910]
section-title: ΤΣΙΡΚΟ bbox=[1322, 607, 1369, 622]
listing-item: ΒΟΥΛΑ (Κερατσίνι) Στο δρόμο bbox=[1346, 1154, 1446, 1164]
listing-item: ΓΚΛΟΡΙΑ (Αιγάλεω) Κυνηγός bbox=[1127, 913, 1224, 923]
clue-item: 7. Ποιητής της ομάδας Κορίνθου. bbox=[83, 1410, 189, 1420]
crossword-cell bbox=[380, 1204, 401, 1228]
clue-item: 2. Αυστριακός διδάσκαλος του βιολιού και συνθέτης του αιώνα μας. bbox=[83, 1231, 205, 1251]
cinema-col-4 bbox=[1127, 875, 1336, 1048]
crossword-cell bbox=[357, 1382, 379, 1406]
rubric bbox=[83, 84, 448, 154]
crossword-cell bbox=[335, 1293, 357, 1317]
listing-item: ΝΑΞΟΣ (Τυρνάβου 9233.0) Αμαξοστοιχία (Κ) bbox=[687, 894, 835, 904]
